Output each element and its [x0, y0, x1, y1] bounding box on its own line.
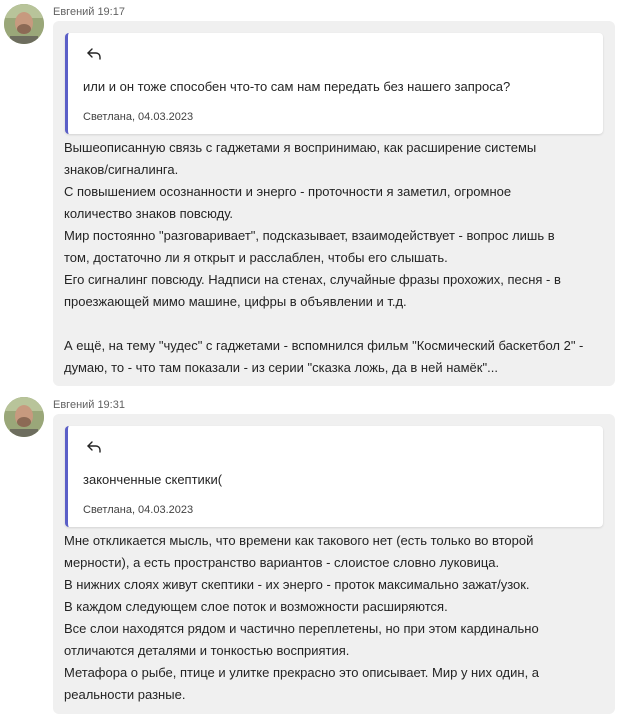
- quote-source: Светлана, 04.03.2023: [83, 111, 194, 123]
- quoted-reply[interactable]: [65, 426, 603, 527]
- quote-source: Светлана, 04.03.2023: [83, 504, 194, 516]
- message-line: В каждом следующем слое поток и возможности расширяются.: [64, 599, 448, 614]
- user-avatar-photo: [4, 4, 44, 44]
- message-line: В нижних слоях живут скептики - их энерго - проток максимально зажат/узок.: [64, 577, 530, 592]
- message-line: думаю, то - что там показали - из серии "сказка ложь, да в ней намёк"...: [64, 360, 498, 375]
- chat-message: [0, 393, 623, 723]
- reply-arrow-icon: [86, 440, 102, 454]
- message-text: [64, 530, 605, 706]
- message-meta: [53, 6, 125, 18]
- message-line: Метафора о рыбе, птице и улитке прекрасно это описывает. Мир у них один, а: [64, 665, 540, 680]
- message-line: [64, 313, 605, 335]
- author-name[interactable]: Евгений: [53, 399, 95, 411]
- message-line: Все слои находятся рядом и частично переплетены, но при этом кардинально: [64, 621, 539, 636]
- avatar[interactable]: [4, 397, 44, 437]
- message-line: Мир постоянно "разговаривает", подсказывает, взаимодействует - вопрос лишь в: [64, 228, 555, 243]
- quote-text: законченные скептики(: [83, 472, 223, 487]
- message-line: А ещё, на тему "чудес" с гаджетами - вспомнился фильм "Космический баскетбол 2" -: [64, 338, 584, 353]
- message-line: количество знаков повсюду.: [64, 206, 234, 221]
- message-line: проезжающей мимо машине, цифры в объявлении и т.д.: [64, 294, 407, 309]
- message-line: том, достаточно ли я открыт и расслаблен, чтобы его слышать.: [64, 250, 448, 265]
- author-name[interactable]: Евгений: [53, 6, 95, 18]
- message-bubble: [53, 21, 615, 386]
- message-text: [64, 137, 605, 379]
- message-line: С повышением осознанности и энерго - проточности я заметил, огромное: [64, 184, 512, 199]
- message-bubble: [53, 414, 615, 714]
- avatar[interactable]: [4, 4, 44, 44]
- message-time: 19:31: [97, 399, 125, 411]
- user-avatar-photo: [4, 397, 44, 437]
- message-meta: [53, 399, 125, 411]
- message-line: мерности), а есть пространство вариантов - слоистое словно луковица.: [64, 555, 500, 570]
- quote-text: или и он тоже способен что-то сам нам передать без нашего запроса?: [83, 79, 511, 94]
- message-line: Его сигналинг повсюду. Надписи на стенах, случайные фразы прохожих, песня - в: [64, 272, 561, 287]
- message-line: Мне откликается мысль, что времени как такового нет (есть только во второй: [64, 533, 534, 548]
- message-line: отличаются деталями и тонкостью восприятия.: [64, 643, 350, 658]
- message-line: реальности разные.: [64, 687, 186, 702]
- quoted-reply[interactable]: [65, 33, 603, 134]
- message-line: Вышеописанную связь с гаджетами я воспринимаю, как расширение системы: [64, 140, 537, 155]
- message-time: 19:17: [97, 6, 125, 18]
- message-line: знаков/сигналинга.: [64, 162, 179, 177]
- reply-arrow-icon: [86, 47, 102, 61]
